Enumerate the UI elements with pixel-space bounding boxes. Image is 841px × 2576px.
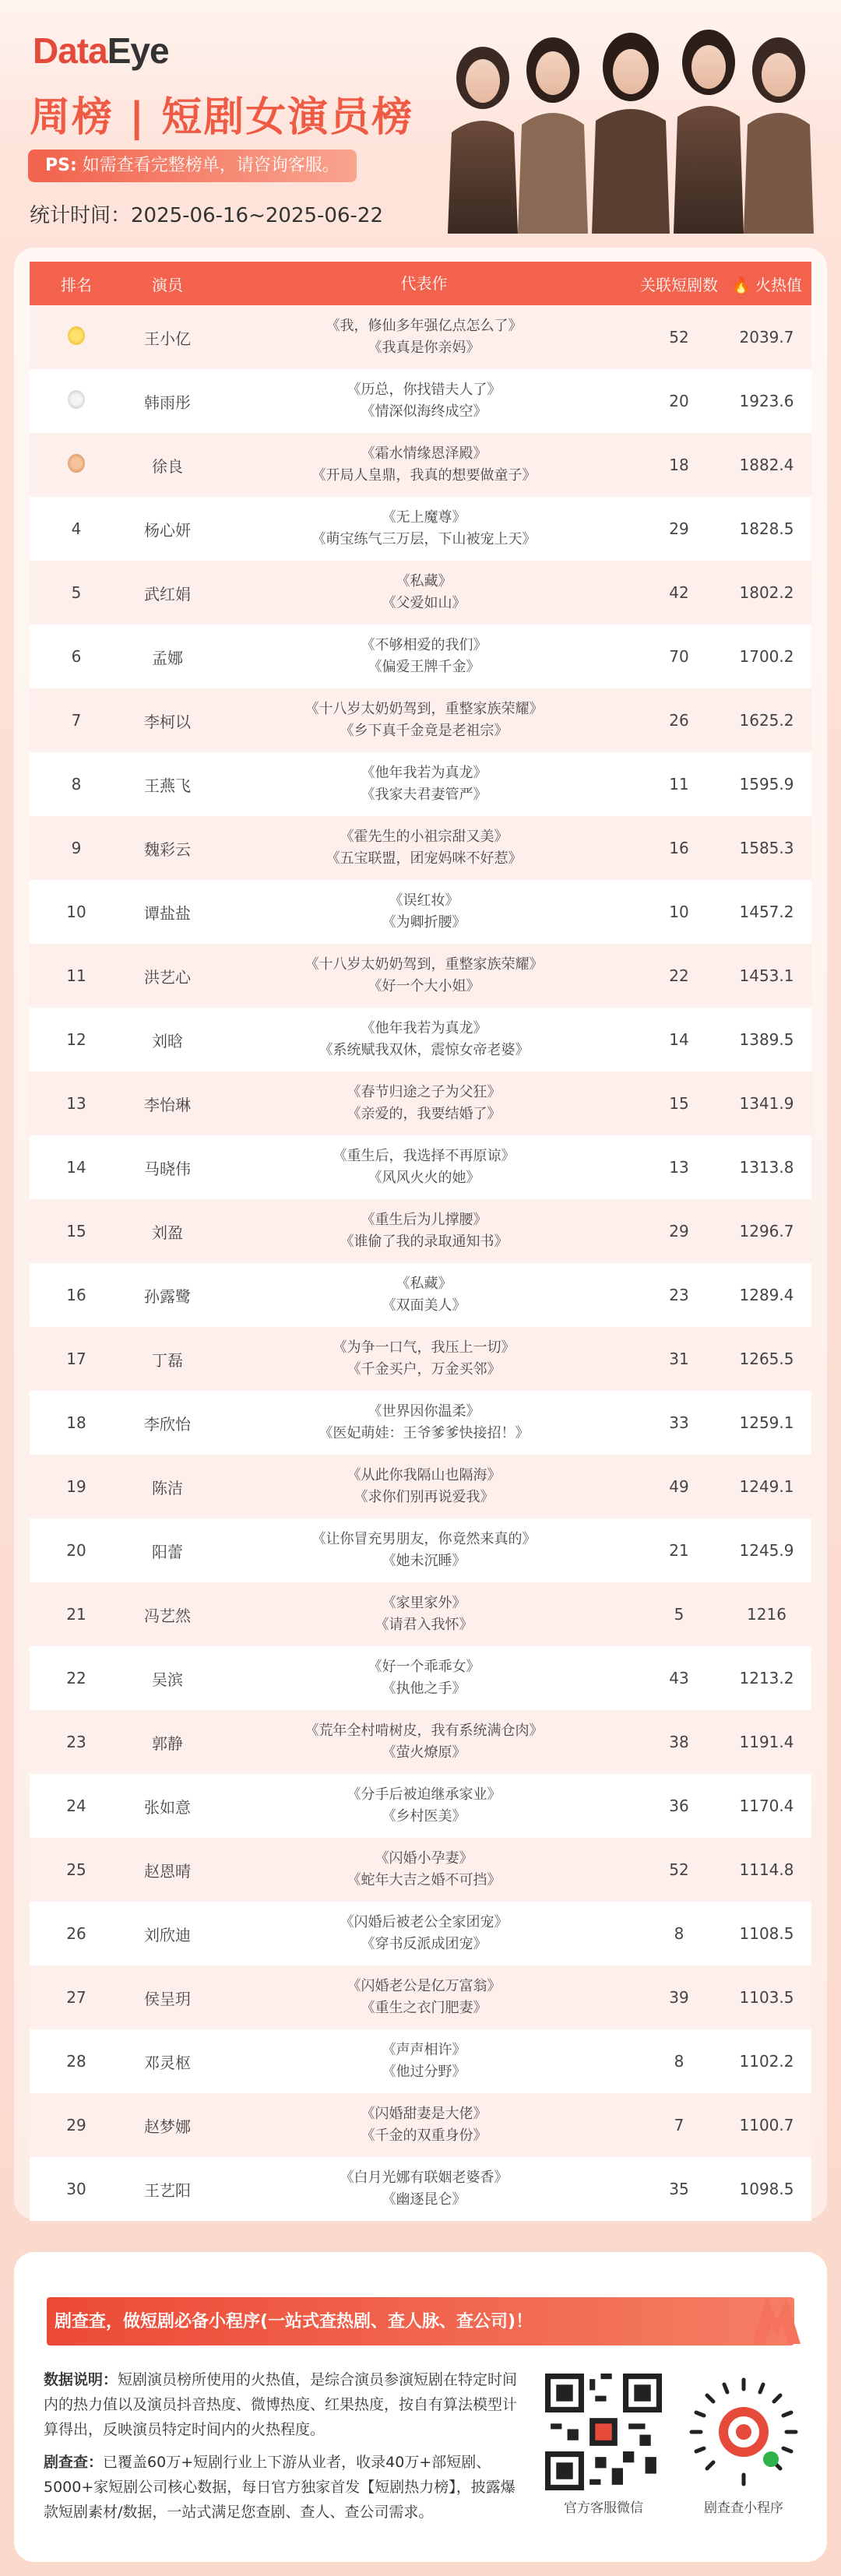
table-row <box>30 1646 811 1710</box>
table-row <box>30 369 811 433</box>
work-title: 《他年我若为真龙》 <box>361 1020 487 1036</box>
drama-count: 38 <box>669 1733 689 1751</box>
table-row <box>30 1902 811 1965</box>
rank-cell <box>30 326 123 349</box>
rank-cell: 26 <box>66 1924 86 1943</box>
representative-works <box>212 315 636 359</box>
representative-works <box>212 890 636 934</box>
work-title: 《他过分野》 <box>382 2064 466 2080</box>
footer-notes <box>44 2367 519 2525</box>
actor-name: 邓灵枢 <box>144 2053 191 2072</box>
work-title: 《家里家外》 <box>382 1595 466 1611</box>
work-title: 《霍先生的小祖宗甜又美》 <box>340 829 508 845</box>
work-title: 《偏爱王牌千金》 <box>368 659 480 675</box>
representative-works <box>212 379 636 423</box>
work-title: 《父爱如山》 <box>382 595 466 611</box>
data-explanation: 数据说明：短剧演员榜所使用的火热值，是综合演员参演短剧在特定时间内的热力值以及演员抖音热度、微博热度、红果热度，按自有算法模型计算得出，反映演员特定时间内的火热程度。 <box>44 2371 518 2438</box>
work-title: 《萌宝练气三万层，下山被宠上天》 <box>311 531 537 547</box>
actor-name: 陈洁 <box>152 1478 183 1497</box>
brand-mark-icon <box>748 2289 802 2345</box>
rank-cell: 11 <box>66 966 86 985</box>
gold-medal-icon <box>68 326 85 345</box>
wechat-qr-label: 官方客服微信 <box>564 2500 643 2516</box>
representative-works <box>212 1656 636 1700</box>
representative-works <box>212 2039 636 2083</box>
work-title: 《从此你我隔山也隔海》 <box>347 1467 501 1483</box>
work-title: 《求你们别再说爱我》 <box>354 1489 494 1505</box>
representative-works <box>212 1720 636 1764</box>
table-row <box>30 1327 811 1391</box>
table-row <box>30 2157 811 2221</box>
header-heat: 🔥 火热值 <box>731 275 802 294</box>
work-title: 《为卿折腰》 <box>382 914 466 931</box>
heat-value: 2039.7 <box>739 328 794 347</box>
work-title: 《我真是你亲妈》 <box>368 340 480 356</box>
representative-works <box>212 1592 636 1636</box>
rank-cell: 4 <box>71 519 82 538</box>
heat-value: 1296.7 <box>739 1222 794 1240</box>
actor-name: 王小亿 <box>144 329 191 348</box>
drama-count: 36 <box>669 1797 689 1815</box>
work-title: 《我家夫君妻管严》 <box>361 787 487 803</box>
rank-cell: 20 <box>66 1541 86 1560</box>
actor-name: 李柯以 <box>144 712 191 731</box>
heat-value: 1457.2 <box>739 903 794 921</box>
work-title: 《私藏》 <box>396 1276 452 1292</box>
table-row <box>30 1072 811 1135</box>
table-row <box>30 1838 811 1902</box>
table-row <box>30 944 811 1008</box>
representative-works <box>212 1976 636 2019</box>
work-title: 《好一个乖乖女》 <box>368 1659 480 1675</box>
rank-cell: 25 <box>66 1860 86 1879</box>
heat-value: 1828.5 <box>739 519 794 538</box>
rank-cell: 14 <box>66 1158 86 1177</box>
actor-name: 刘欣迪 <box>144 1925 191 1944</box>
table-row <box>30 1391 811 1455</box>
actor-name: 侯呈玥 <box>144 1989 191 2008</box>
table-row <box>30 688 811 752</box>
heat-value: 1595.9 <box>739 775 794 794</box>
table-row <box>30 752 811 816</box>
drama-count: 8 <box>674 1924 684 1943</box>
actor-name: 孟娜 <box>152 648 183 667</box>
header-count: 关联短剧数 <box>640 275 718 294</box>
drama-count: 23 <box>669 1286 689 1304</box>
representative-works <box>212 1529 636 1572</box>
table-row <box>30 1135 811 1199</box>
wechat-qr-code[interactable] <box>545 2374 662 2490</box>
actor-name: 李怡琳 <box>144 1095 191 1114</box>
actor-name: 冯艺然 <box>144 1606 191 1625</box>
work-title: 《春节归途之子为父狂》 <box>347 1084 501 1100</box>
work-title: 《请君入我怀》 <box>375 1617 473 1633</box>
table-row <box>30 1774 811 1838</box>
dataeye-logo: DataEye <box>33 30 169 71</box>
work-title: 《无上魔尊》 <box>382 509 466 526</box>
representative-works <box>212 762 636 806</box>
rank-cell: 17 <box>66 1350 86 1368</box>
rank-cell: 9 <box>71 839 82 857</box>
actor-name: 洪艺心 <box>144 967 191 987</box>
drama-count: 8 <box>674 2052 684 2071</box>
heat-value: 1585.3 <box>739 839 794 857</box>
work-title: 《幽逐昆仑》 <box>382 2191 466 2208</box>
drama-count: 13 <box>669 1158 689 1177</box>
representative-works <box>212 2103 636 2147</box>
heat-value: 1389.5 <box>739 1030 794 1049</box>
heat-value: 1882.4 <box>739 456 794 474</box>
rank-cell: 6 <box>71 647 82 666</box>
work-title: 《五宝联盟，团宠妈咪不好惹》 <box>325 850 523 867</box>
heat-value: 1191.4 <box>739 1733 794 1751</box>
actor-name: 谭盐盐 <box>144 903 191 923</box>
rank-cell: 13 <box>66 1094 86 1113</box>
header <box>0 0 841 234</box>
table-body <box>30 305 811 2221</box>
rank-cell: 10 <box>66 903 86 921</box>
actor-name: 徐良 <box>152 456 183 476</box>
rank-cell: 28 <box>66 2052 86 2071</box>
actor-name: 魏彩云 <box>144 839 191 859</box>
table-row <box>30 816 811 880</box>
table-row <box>30 2029 811 2093</box>
work-title: 《谁偷了我的录取通知书》 <box>340 1233 508 1250</box>
actor-name: 刘盈 <box>152 1223 183 1242</box>
table-row <box>30 305 811 369</box>
heat-value: 1313.8 <box>739 1158 794 1177</box>
drama-count: 7 <box>674 2116 684 2134</box>
heat-value: 1265.5 <box>739 1350 794 1368</box>
representative-works <box>212 699 636 742</box>
rank-cell: 12 <box>66 1030 86 1049</box>
representative-works <box>212 826 636 870</box>
work-title: 《亲爱的，我要结婚了》 <box>347 1106 501 1122</box>
drama-count: 14 <box>669 1030 689 1049</box>
heat-value: 1114.8 <box>739 1860 794 1879</box>
representative-works <box>212 1145 636 1189</box>
work-title: 《误红妆》 <box>389 892 459 909</box>
rank-cell: 5 <box>71 583 82 602</box>
heat-value: 1108.5 <box>739 1924 794 1943</box>
drama-count: 16 <box>669 839 689 857</box>
heat-value: 1102.2 <box>739 2052 794 2071</box>
work-title: 《执他之手》 <box>382 1680 466 1697</box>
heat-value: 1170.4 <box>739 1797 794 1815</box>
actor-name: 王艺阳 <box>144 2180 191 2200</box>
table-row <box>30 1710 811 1774</box>
drama-count: 26 <box>669 711 689 730</box>
mini-program-code[interactable] <box>685 2374 802 2490</box>
ranking-table <box>30 262 811 2221</box>
juchacha-intro: 剧查查：已覆盖60万+短剧行业上下游从业者，收录40万+部短剧、5000+家短剧公司核心数据，每日官方独家首发【短剧热力榜】，披露爆款短剧素材/数据，一站式满足您查剧、查人、查公司需求。 <box>44 2454 516 2521</box>
drama-count: 11 <box>669 775 689 794</box>
table-row <box>30 2093 811 2157</box>
drama-count: 42 <box>669 583 689 602</box>
work-title: 《她未沉睡》 <box>382 1553 466 1569</box>
actor-name: 马晓伟 <box>144 1159 191 1178</box>
heat-value: 1103.5 <box>739 1988 794 2007</box>
work-title: 《我，修仙多年强亿点怎么了》 <box>325 318 523 334</box>
bronze-medal-icon <box>68 454 85 473</box>
work-title: 《乡村医美》 <box>382 1808 466 1825</box>
work-title: 《医妃萌娃：王爷爹爹快接招！》 <box>318 1425 530 1441</box>
work-title: 《闪婚后被老公全家团宠》 <box>340 1914 508 1930</box>
table-row <box>30 1008 811 1072</box>
drama-count: 52 <box>669 1860 689 1879</box>
heat-value: 1249.1 <box>739 1477 794 1496</box>
work-title: 《声声相许》 <box>382 2042 466 2058</box>
heat-value: 1625.2 <box>739 711 794 730</box>
representative-works <box>212 571 636 614</box>
drama-count: 18 <box>669 456 689 474</box>
rank-cell: 8 <box>71 775 82 794</box>
work-title: 《白月光娜有联姻老婆香》 <box>340 2170 508 2186</box>
work-title: 《穿书反派成团宠》 <box>361 1936 487 1952</box>
representative-works <box>212 1784 636 1828</box>
representative-works <box>212 1082 636 1125</box>
work-title: 《闪婚甜妻是大佬》 <box>361 2106 487 2122</box>
representative-works <box>212 507 636 551</box>
actor-name: 王燕飞 <box>144 776 191 795</box>
table-row <box>30 1519 811 1582</box>
work-title: 《为争一口气，我压上一切》 <box>333 1339 516 1356</box>
heat-value: 1259.1 <box>739 1413 794 1432</box>
representative-works <box>212 2167 636 2211</box>
representative-works <box>212 443 636 487</box>
work-title: 《闪婚老公是亿万富翁》 <box>347 1978 501 1994</box>
work-title: 《好一个大小姐》 <box>368 978 480 994</box>
header-works: 代表作 <box>400 274 448 293</box>
drama-count: 5 <box>674 1605 684 1624</box>
heat-value: 1453.1 <box>739 966 794 985</box>
drama-count: 29 <box>669 519 689 538</box>
representative-works <box>212 1337 636 1381</box>
work-title: 《蛇年大吉之婚不可挡》 <box>347 1872 501 1888</box>
representative-works <box>212 1209 636 1253</box>
rank-cell <box>30 390 123 413</box>
drama-count: 43 <box>669 1669 689 1687</box>
table-header <box>30 262 811 305</box>
drama-count: 35 <box>669 2180 689 2198</box>
actor-name: 吴滨 <box>152 1670 183 1689</box>
actor-name: 韩雨彤 <box>144 392 191 412</box>
table-row <box>30 1263 811 1327</box>
header-actor: 演员 <box>152 275 183 294</box>
actor-name: 郭静 <box>152 1733 183 1753</box>
actor-name: 杨心妍 <box>144 520 191 540</box>
drama-count: 10 <box>669 903 689 921</box>
rank-cell: 21 <box>66 1605 86 1624</box>
table-row <box>30 433 811 497</box>
actor-name: 阳蕾 <box>152 1542 183 1561</box>
work-title: 《千金的双重身份》 <box>361 2127 487 2144</box>
rank-cell <box>30 454 123 477</box>
rank-cell: 22 <box>66 1669 86 1687</box>
heat-value: 1213.2 <box>739 1669 794 1687</box>
table-row <box>30 1582 811 1646</box>
work-title: 《十八岁太奶奶驾到，重整家族荣耀》 <box>304 701 544 717</box>
table-row <box>30 1455 811 1519</box>
work-title: 《风风火火的她》 <box>368 1170 480 1186</box>
work-title: 《分手后被迫继承家业》 <box>347 1786 501 1803</box>
heat-value: 1700.2 <box>739 647 794 666</box>
representative-works <box>212 954 636 998</box>
rank-cell: 7 <box>71 711 82 730</box>
drama-count: 21 <box>669 1541 689 1560</box>
page-title: 周榜 | 短剧女演员榜 <box>30 94 414 141</box>
drama-count: 49 <box>669 1477 689 1496</box>
header-rank: 排名 <box>61 275 92 294</box>
actresses-photo <box>436 23 825 234</box>
rank-cell: 19 <box>66 1477 86 1496</box>
work-title: 《双面美人》 <box>382 1297 466 1314</box>
mini-program-label: 剧查查小程序 <box>704 2500 783 2516</box>
table-row <box>30 497 811 561</box>
heat-value: 1341.9 <box>739 1094 794 1113</box>
table-row <box>30 625 811 688</box>
work-title: 《重生后为儿撑腰》 <box>361 1212 487 1228</box>
heat-value: 1098.5 <box>739 2180 794 2198</box>
work-title: 《千金买户，万金买邻》 <box>347 1361 501 1378</box>
rank-cell: 24 <box>66 1797 86 1815</box>
work-title: 《重生之衣门肥妻》 <box>361 2000 487 2016</box>
actor-name: 丁磊 <box>152 1350 183 1370</box>
work-title: 《系统赋我双休，震惊女帝老婆》 <box>318 1042 530 1058</box>
statistics-period: 统计时间：2025-06-16~2025-06-22 <box>30 204 383 227</box>
work-title: 《开局人皇鼎，我真的想要做童子》 <box>311 467 537 484</box>
actor-name: 李欣怡 <box>144 1414 191 1434</box>
drama-count: 70 <box>669 647 689 666</box>
representative-works <box>212 1273 636 1317</box>
actor-name: 赵恩晴 <box>144 1861 191 1881</box>
actor-name: 刘晗 <box>152 1031 183 1050</box>
drama-count: 52 <box>669 328 689 347</box>
work-title: 《重生后，我选择不再原谅》 <box>333 1148 516 1164</box>
representative-works <box>212 1912 636 1955</box>
work-title: 《荒年全村啃树皮，我有系统满仓肉》 <box>304 1723 544 1739</box>
actor-name: 武红娟 <box>144 584 191 604</box>
work-title: 《十八岁太奶奶驾到，重整家族荣耀》 <box>304 956 544 973</box>
heat-value: 1802.2 <box>739 583 794 602</box>
drama-count: 15 <box>669 1094 689 1113</box>
actor-name: 赵梦娜 <box>144 2117 191 2136</box>
work-title: 《私藏》 <box>396 573 452 589</box>
drama-count: 33 <box>669 1413 689 1432</box>
ps-notice: PS: 如需查看完整榜单，请咨询客服。 <box>28 150 357 182</box>
rank-cell: 23 <box>66 1733 86 1751</box>
work-title: 《霜水情缘恩泽殿》 <box>361 445 487 462</box>
work-title: 《历总，你找错夫人了》 <box>347 382 501 398</box>
representative-works <box>212 1401 636 1445</box>
heat-value: 1245.9 <box>739 1541 794 1560</box>
rank-cell: 18 <box>66 1413 86 1432</box>
work-title: 《乡下真千金竟是老祖宗》 <box>340 723 508 739</box>
fire-icon: 🔥 <box>731 275 751 294</box>
heat-value: 1289.4 <box>739 1286 794 1304</box>
rank-cell: 16 <box>66 1286 86 1304</box>
work-title: 《闪婚小孕妻》 <box>375 1850 473 1867</box>
drama-count: 20 <box>669 392 689 410</box>
rank-cell: 15 <box>66 1222 86 1240</box>
actor-name: 孙露鹭 <box>144 1286 191 1306</box>
drama-count: 22 <box>669 966 689 985</box>
representative-works <box>212 1465 636 1508</box>
representative-works <box>212 1018 636 1061</box>
work-title: 《萤火燎原》 <box>382 1744 466 1761</box>
work-title: 《他年我若为真龙》 <box>361 765 487 781</box>
table-row <box>30 1965 811 2029</box>
heat-value: 1216 <box>747 1605 786 1624</box>
representative-works <box>212 635 636 678</box>
table-row <box>30 880 811 944</box>
work-title: 《世界因你温柔》 <box>368 1403 480 1420</box>
work-title: 《不够相爱的我们》 <box>361 637 487 653</box>
representative-works <box>212 1848 636 1892</box>
rank-cell: 27 <box>66 1988 86 2007</box>
actor-name: 张如意 <box>144 1797 191 1817</box>
drama-count: 31 <box>669 1350 689 1368</box>
work-title: 《情深似海终成空》 <box>361 403 487 420</box>
heat-value: 1100.7 <box>739 2116 794 2134</box>
heat-value: 1923.6 <box>739 392 794 410</box>
drama-count: 29 <box>669 1222 689 1240</box>
table-row <box>30 1199 811 1263</box>
silver-medal-icon <box>68 390 85 409</box>
promo-banner-text: 剧查查，做短剧必备小程序(一站式查热剧、查人脉、查公司)！ <box>55 2312 533 2331</box>
rank-cell: 30 <box>66 2180 86 2198</box>
work-title: 《让你冒充男朋友，你竟然来真的》 <box>311 1531 537 1547</box>
rank-cell: 29 <box>66 2116 86 2134</box>
table-row <box>30 561 811 625</box>
drama-count: 39 <box>669 1988 689 2007</box>
